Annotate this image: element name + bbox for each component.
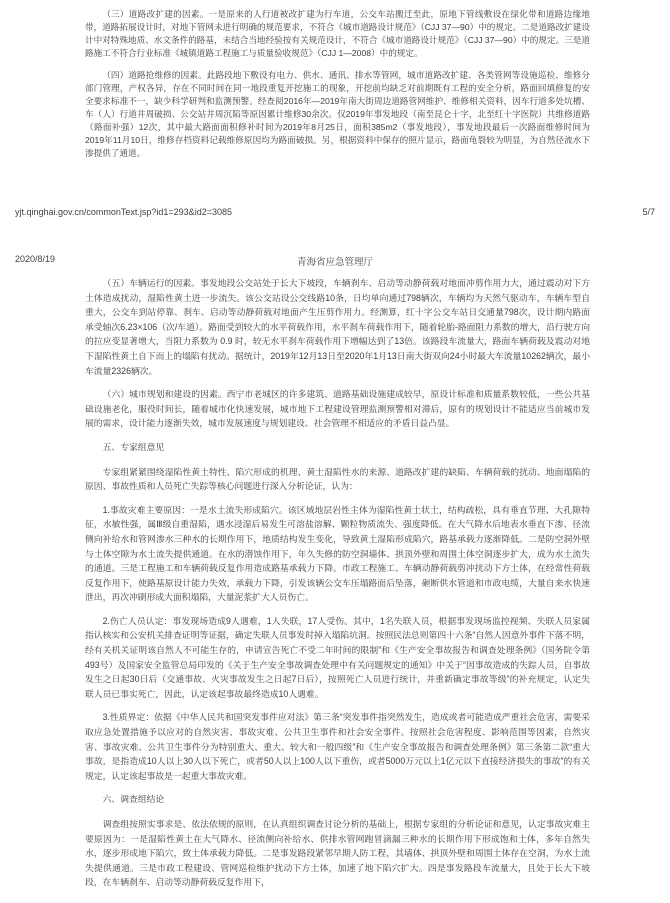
paragraph-casualty-determination: 2.伤亡人员认定：事发现场造成9人遇难，1人失联，17人受伤。其中，1名失联人员，根据事发现场监控视频、失联人员家属指认核实和公安机关排查证明等证据，确定失联人员事发时掉入塌陷坑洞。按照民法总则第四十六条“自然人因意外事件下落不明，经有关机关证明该自然人不可能生存的，申请宣告死亡不受二年时间的限制”和《生产安全事故报告和调查处理条例》（国务院令第493号）及国家安全监管总局印发的《关于生产安全事故调查处理中有关问题规定的通知》中关于“因事故造成的失踪人员，自事故发生之日起30日后（交通事故、火灾事故发生之日起7日后），按照死亡人员进行统计，并重新确定事故等级”的补充规定，认定失联人员已事实死亡，因此，认定该起事故最终造成10人遇难。 bbox=[85, 615, 590, 699]
paragraph-urban-planning-factor: （六）城市规划和建设的因素。西宁市老城区的许多建筑、道路基础设施建成较早，原设计标准和质量系数较低，一些公共基础设施老化，服役时间长，随着城市化快速发展，城市地下工程建设管理监测预警相对滞后，原有的规划设计不能适应当前城市发展的需求，设计能力逐渐失效，城市发展速度与规划建设、社会管理不相适应的矛盾日益凸显。 bbox=[85, 389, 590, 429]
header-doc-title: 青海省应急管理厅 bbox=[296, 257, 373, 268]
paragraph-road-repair-factor: （四）道路抢维修的因素。此路段地下敷设有电力、供水、通讯、排水等管网，城市道路改扩建、各类管网等设施巡检、维修分部门管理，产权各异，存在不同时间在同一地段重复开挖施工的现象，开挖前均缺乏对前期既有工程的安全分析，路面回填修复的安全要求标准不一，缺少科学研判和监测预警。经查阅2016年—2019年南大街周边道路管网维护、维修相关资料，因车行道多处坑槽、车（人）行道井周破损、公交站井周沉陷等原因累计维修30余次。仅2019年事发地段（南至昆仑十字，北至红十字医院）共维修道路（路面补强）12次，其中最大路面面积修补时间为2019年8月25日，面积385m2（事发地段），事发地段最后一次路面维修时间为2019年11月10日，维修存档资料记载维修原因均为路面破损。另，根据资料中保存的照片显示，路面龟裂较为明显，为自然径流水下渗提供了通道。 bbox=[85, 70, 590, 158]
paragraph-expert-intro: 专家组紧紧围绕湿陷性黄土特性、陷穴形成的机理、黄土湿陷性水的来源、道路改扩建的缺陷、车辆荷载的扰动、地面塌陷的原因、事故性质和人员死亡失踪等核心问题进行深入分析论证，认为： bbox=[85, 466, 590, 492]
print-footer bbox=[15, 207, 655, 217]
paragraph-road-expansion-factor: （三）道路改扩建的因素。一是原来的人行道被改扩建为行车道，公交车站搬迁至此，原地下管线敷设在绿化带和道路边缘地带，道路拓展设计时，对地下管网未进行明确的规范要求，不符合《城市道路设计规范》（CJJ 37—90）中的规定。二是道路改扩建设计中对特殊地质、水文条件的路基，未结合当地经验按有关规范设计，不符合《城市道路设计规范》（CJJ 37—90）中的规定。三是道路施工不符合行业标准《城镇道路工程施工与质量验收规范》（CJJ 1—2008）中的规定。 bbox=[85, 9, 590, 58]
page5-content bbox=[85, 8, 590, 169]
heading-expert-opinion: 五、专家组意见 bbox=[102, 441, 165, 452]
paragraph-conclusion: 调查组按照实事求是、依法依规的原则，在认真组织调查讨论分析的基础上，根据专家组的分析论证和意见，认定事故灾难主要原因为：一是湿陷性黄土在大气降水、径流侧向补给水、供排水管网跑冒滴漏三种水的长期作用下形成饱和土体，多年自然失水，逐步形成地下陷穴，致土体承载力降低。二是事发路段紧邻早期人防工程，其墙体、拱顶外壁和周围土体存在空洞，为水土流失提供通道。三是市政工程建设、管网巡检维护扰动下方土体，加速了地下陷穴扩大。四是事发路段车流量大，且处于长大下坡段，在车辆刹车、启动等动静荷载反复作用下， bbox=[85, 819, 590, 888]
paragraph-nature-determination: 3.性质界定：依据《中华人民共和国突发事件应对法》第三条“突发事件指突然发生，造成或者可能造成严重社会危害，需要采取应急处置措施予以应对的自然灾害、事故灾难、公共卫生事件和社会安全事件。按照社会危害程度、影响范围等因素，自然灾害、事故灾难、公共卫生事件分为特别重大、重大、较大和一般四级”和《生产安全事故报告和调查处理条例》第三条第二款“重大事故，是指造成10人以上30人以下死亡，或者50人以上100人以下重伤，或者5000万元以上1亿元以下直接经济损失的事故”的有关规定，认定该起事故是一起重大事故灾难。 bbox=[85, 712, 590, 781]
paragraph-main-cause: 1.事故灾难主要原因：一是水土流失形成陷穴。该区域地层岩性主体为湿陷性黄土状土，结构疏松，具有垂直节理、大孔隙特征，水敏性强，属Ⅲ级自重湿陷，遇水浸湿后易发生可溶盐溶解、颗粒物质流失、强度降低。在大气降水后地表水垂直下渗、径流侧向补给水和管网渗水三种水的长期作用下，地质结构发生变化，导致黄土湿陷形成陷穴，路基承载力逐渐降低。二是防空洞外壁与土体空隙为水土流失提供通道。在水的潜蚀作用下，年久失修的防空洞墙体、拱顶外壁和周围土体空洞逐步扩大，成为水土流失的通道。三是工程施工和车辆荷载反复作用造成路基承载力下降。市政工程施工、车辆动静荷载剪冲扰动下方土体，在经常性荷载反复作用下，使路基原设计能力失效，承载力下降，引发该辆公交车压塌路面后坠落，砸断供水管道和市政电缆，大量自来水快速泄出，再次冲刷形成大面积塌陷，大量泥浆扩大人员伤亡。 bbox=[85, 504, 590, 603]
print-header bbox=[15, 254, 655, 268]
page6-content bbox=[85, 276, 590, 903]
footer-page-number: 5/7 bbox=[642, 207, 655, 217]
paragraph-vehicle-factor: （五）车辆运行的因素。事发地段公交站处于长大下坡段，车辆刹车、启动等动静荷载对地面冲剪作用力大，通过震动对下方土体造成扰动，湿陷性黄土进一步流失。该公交站设公交线路10条，日均单向通过798辆次，车辆均为天然气驱动车，车辆车型自重大，公交车到站停靠、刹车、启动等动静荷载对地面产生压剪作用力。经测算，红十字公交车站日交通量798次，设计期内路面承受轴次6.23×106（次/车道）。路面受到较大的水平荷载作用，水平刹车荷载作用下，随着轮胎-路面阻力系数的增大，沿行驶方向的拉应变显著增大，当阻力系数为 0.9 时，较无水平刹车荷载作用下增幅达到了13倍。该路段车流量大，路面车辆荷载及震动对地下湿陷性黄土自下而上的塌陷有扰动。据统计，2019年12月13日至2020年1月13日南大街双向24小时最大车流量10262辆次，最小车流量2326辆次。 bbox=[85, 278, 590, 376]
header-date: 2020/8/19 bbox=[15, 254, 56, 264]
footer-url: yjt.qinghai.gov.cn/commonText.jsp?id1=293&id2=3085 bbox=[15, 207, 232, 217]
heading-investigation-conclusion: 六、调查组结论 bbox=[102, 794, 165, 805]
